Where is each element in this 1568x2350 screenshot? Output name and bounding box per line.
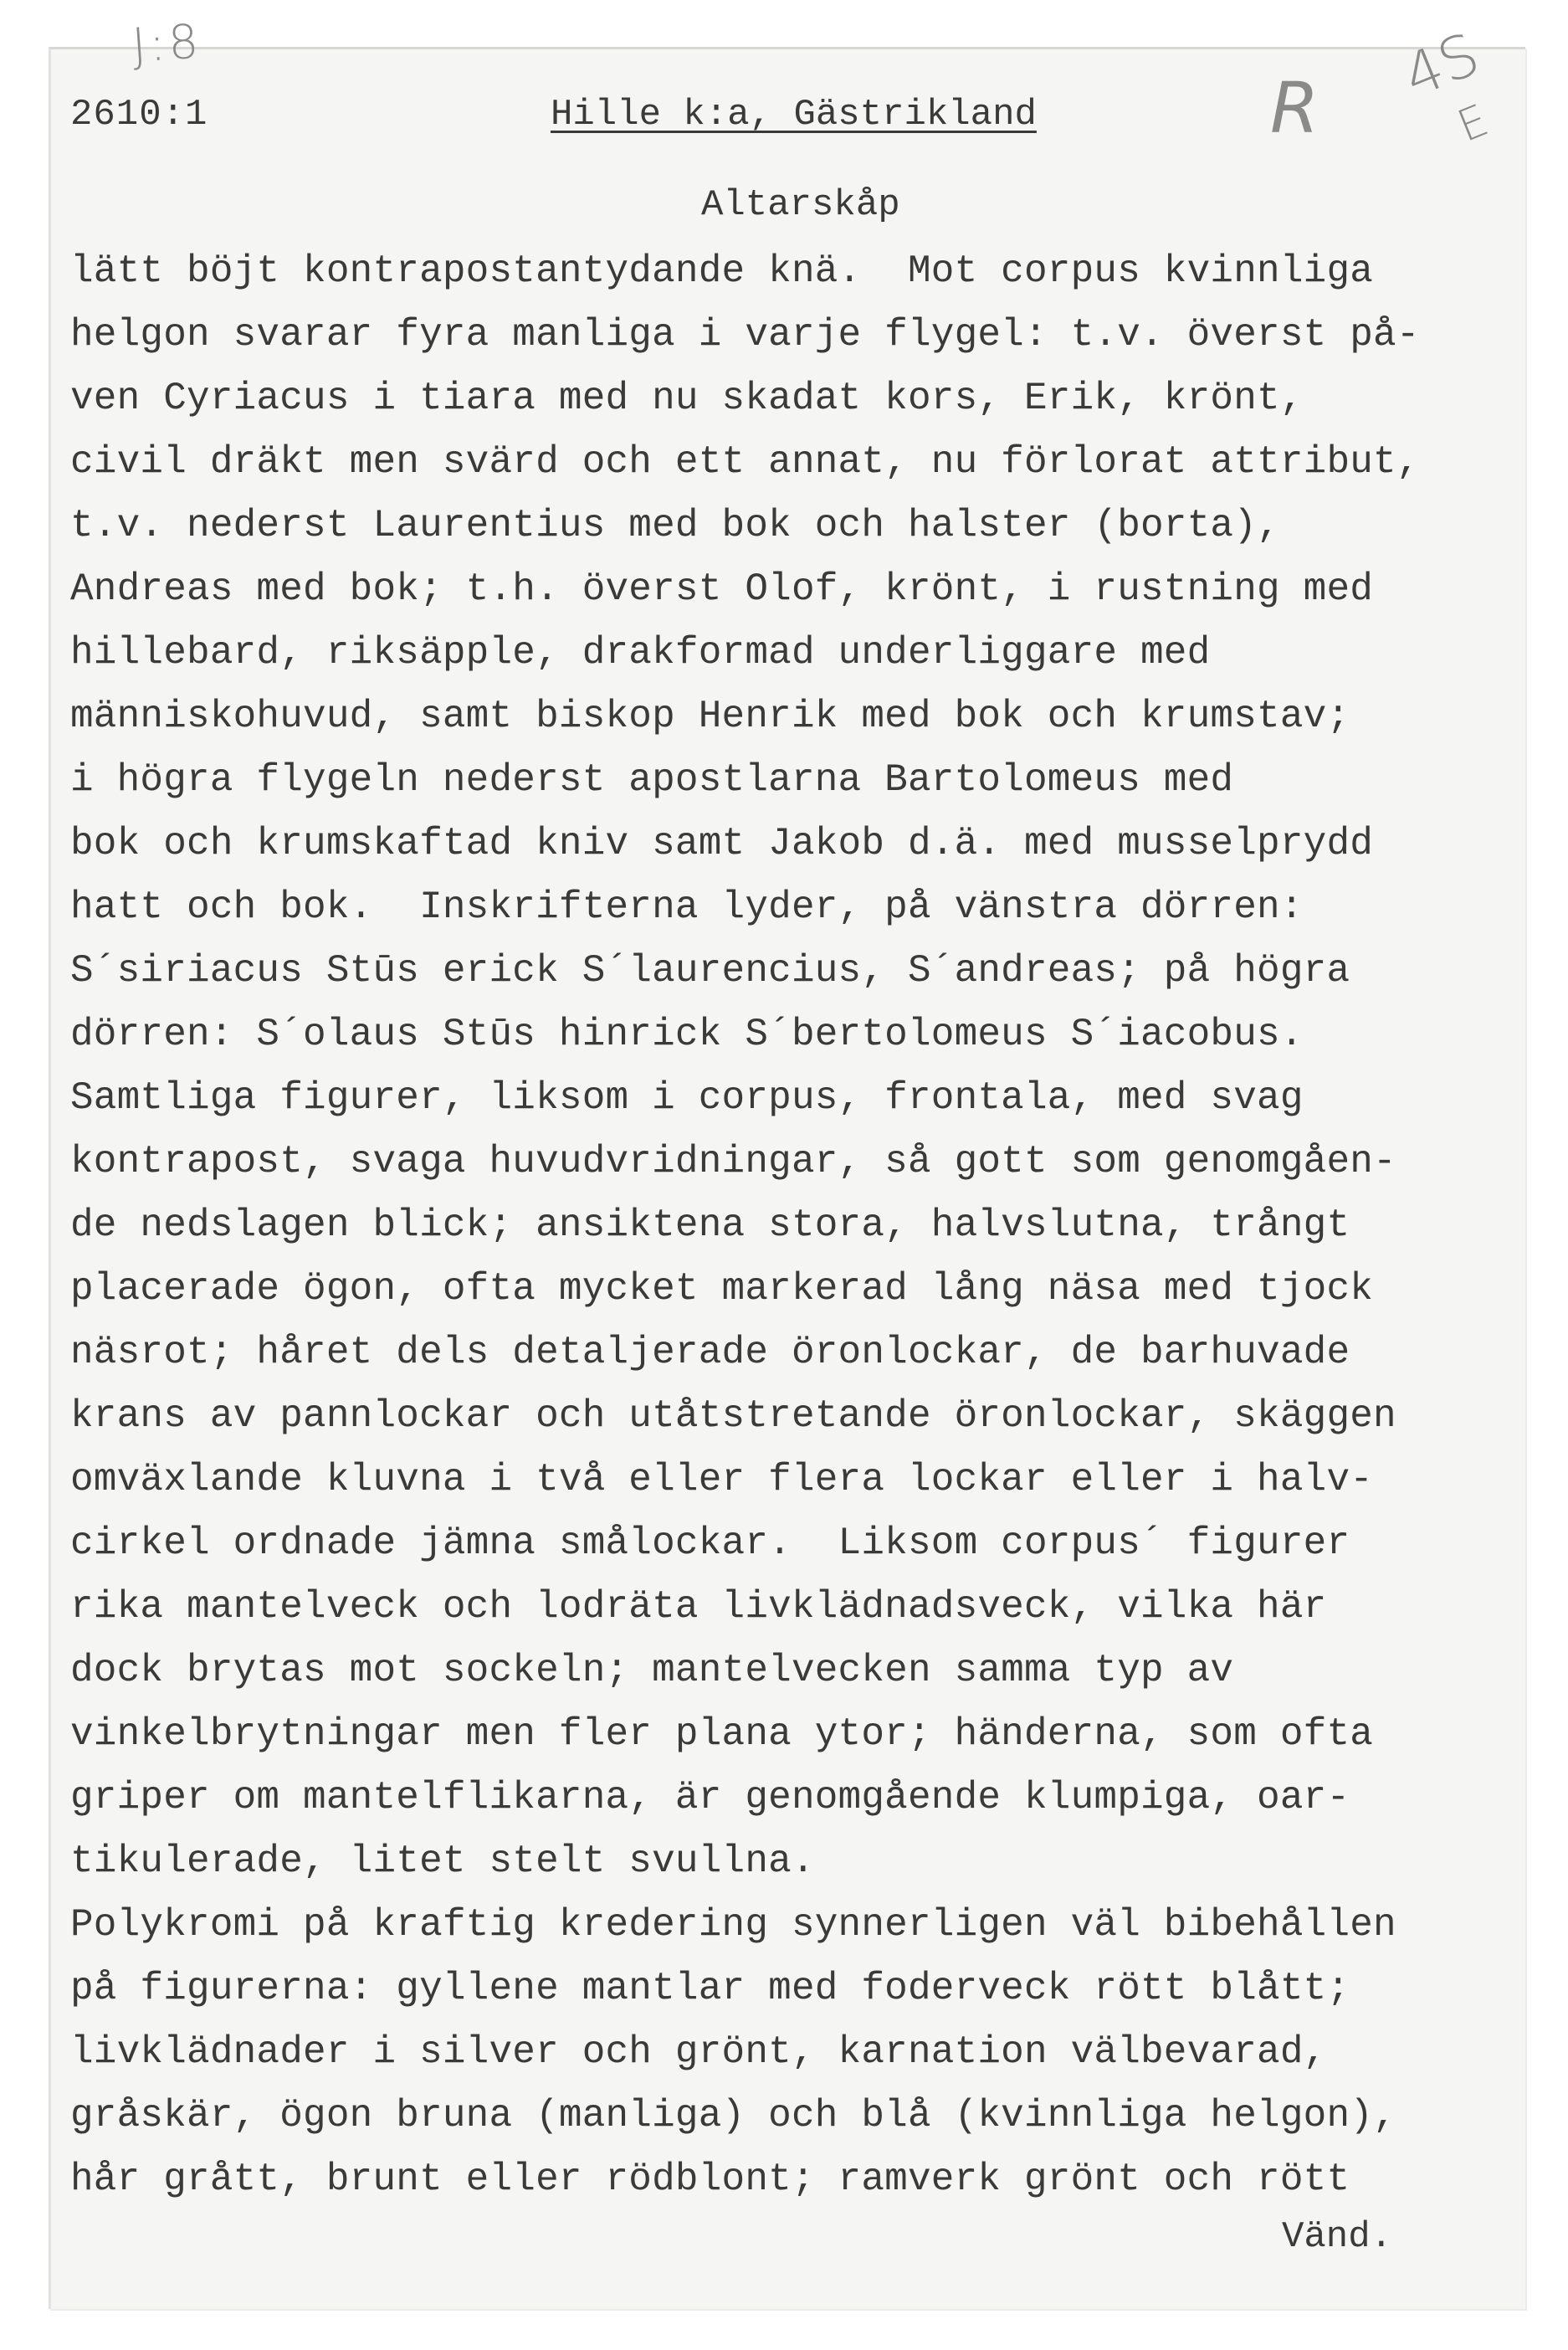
text-line: griper om mantelflikarna, är genomgående klumpiga, oar-: [70, 1776, 1350, 1819]
text-line: omväxlande kluvna i två eller flera lockar eller i halv-: [70, 1458, 1374, 1501]
handwritten-annotation-top-left: J:8: [130, 14, 204, 74]
text-line: de nedslagen blick; ansiktena stora, halvslutna, trångt: [70, 1203, 1350, 1247]
text-line: hillebard, riksäpple, drakformad underliggare med: [70, 631, 1211, 675]
text-line: hår grått, brunt eller rödblont; ramverk grönt och rött: [70, 2158, 1350, 2201]
handwritten-annotation-number: 4S: [1393, 19, 1489, 111]
catalog-code: 2610:1: [70, 94, 208, 136]
text-line: dörren: S´olaus Stūs hinrick S´bertolomeus S´iacobus.: [70, 1013, 1304, 1056]
text-line: näsrot; håret dels detaljerade öronlockar, de barhuvade: [70, 1331, 1350, 1374]
text-line: dock brytas mot sockeln; mantelvecken samma typ av: [70, 1649, 1234, 1692]
handwritten-annotation-r: R: [1270, 67, 1319, 149]
text-line: krans av pannlockar och utåtstretande öronlockar, skäggen: [70, 1394, 1396, 1438]
turn-over-note: Vänd.: [1282, 2216, 1393, 2258]
text-line: människohuvud, samt biskop Henrik med bok och krumstav;: [70, 695, 1350, 738]
text-line: livklädnader i silver och grönt, karnation välbevarad,: [70, 2030, 1327, 2074]
text-line: Samtliga figurer, liksom i corpus, frontala, med svag: [70, 1076, 1304, 1120]
text-line: Polykromi på kraftig kredering synnerligen väl bibehållen: [70, 1903, 1396, 1947]
typed-body-text: [70, 239, 1543, 2211]
text-line: rika mantelveck och lodräta livklädnadsveck, vilka här: [70, 1585, 1327, 1629]
text-line: placerade ögon, ofta mycket markerad lång näsa med tjock: [70, 1267, 1374, 1311]
handwritten-annotation-sub: E: [1450, 95, 1495, 152]
text-line: lätt böjt kontrapostantydande knä. Mot corpus kvinnliga: [70, 249, 1374, 293]
text-line: gråskär, ögon bruna (manliga) och blå (kvinnliga helgon),: [70, 2094, 1396, 2137]
text-line: tikulerade, litet stelt svullna.: [70, 1839, 815, 1883]
text-line: vinkelbrytningar men fler plana ytor; händerna, som ofta: [70, 1712, 1374, 1756]
text-line: bok och krumskaftad kniv samt Jakob d.ä. med musselprydd: [70, 822, 1374, 865]
object-subtitle: Altarskåp: [701, 184, 900, 226]
text-line: civil dräkt men svärd och ett annat, nu förlorat attribut,: [70, 440, 1420, 484]
text-line: Andreas med bok; t.h. överst Olof, krönt, i rustning med: [70, 567, 1374, 611]
text-line: hatt och bok. Inskrifterna lyder, på vänstra dörren:: [70, 885, 1304, 929]
text-line: på figurerna: gyllene mantlar med foderveck rött blått;: [70, 1967, 1350, 2010]
text-line: S´siriacus Stūs erick S´laurencius, S´andreas; på högra: [70, 949, 1350, 993]
page-title: Hille k:a, Gästrikland: [551, 94, 1037, 136]
text-line: helgon svarar fyra manliga i varje flygel: t.v. överst på-: [70, 313, 1420, 357]
text-line: ven Cyriacus i tiara med nu skadat kors, Erik, krönt,: [70, 377, 1304, 420]
text-line: kontrapost, svaga huvudvridningar, så gott som genomgåen-: [70, 1140, 1396, 1183]
text-line: t.v. nederst Laurentius med bok och halster (borta),: [70, 504, 1280, 547]
text-line: i högra flygeln nederst apostlarna Bartolomeus med: [70, 758, 1234, 802]
text-line: cirkel ordnade jämna smålockar. Liksom corpus´ figurer: [70, 1521, 1350, 1565]
